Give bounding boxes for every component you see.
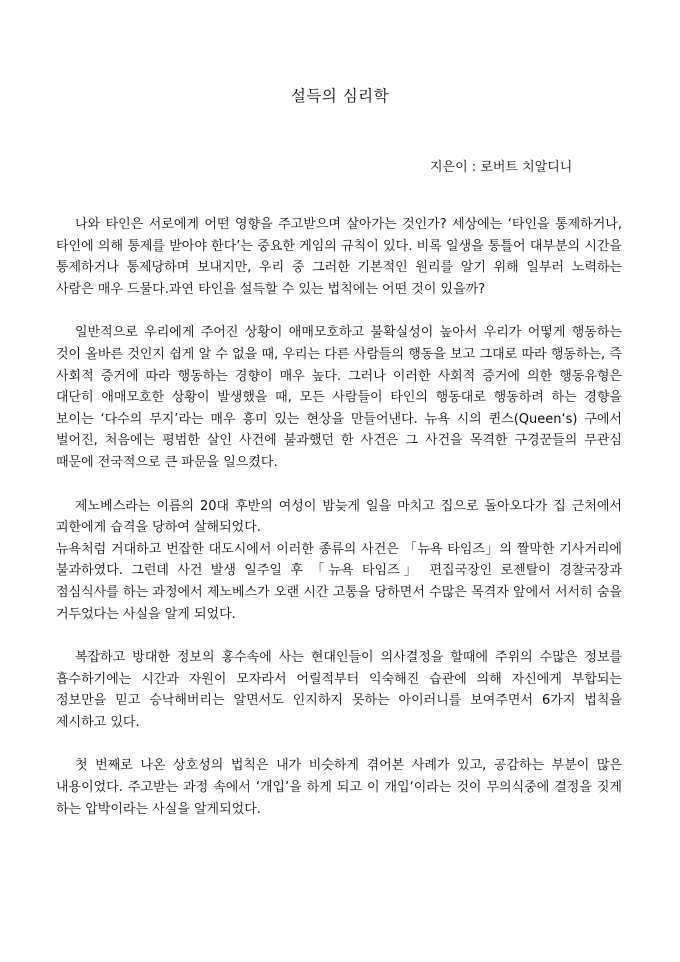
paragraph-text: 일반적으로 우리에게 주어진 상황이 애매모호하고 불확실성이 높아서 우리가 어떻게 행동하는 것이 올바른 것인지 쉽게 알 수 없을 때, 우리는 다른 사람들의 행동을 보고 그대로 따라 행동하는, 즉 사회적 증거에 따라 행동하는 경향이 매우 높다. 그러나 이러한 사회적 증거에 의한 행동유형은 대단히 애매모호한 상황이 발생했을 때, 모든 사람들이 타인의 행동대로 행동하려 하는 경향을 보이는 ‘다수의 무지’라는 매우 흥미 있는 현상을 만들어낸다. 뉴욕 시의 퀸스(Queen‘s) 구에서 벌어진, 처음에는 평범한 살인 사건에 불과했던 한 사건은 그 사건을 목격한 구경꾼들의 무관심 때문에 전국적으로 큰 파문을 일으켰다. [56, 325, 622, 470]
document-body [56, 214, 622, 842]
paragraph-text: 복잡하고 방대한 정보의 홍수속에 사는 현대인들이 의사결정을 할때에 주위의 수많은 정보를 흡수하기에는 시간과 자원이 모자라서 어릴적부터 익숙해진 습관에 의해 자신에게 부합되는 정보만을 믿고 승낙해버리는 알면서도 인지하지 못하는 아이러니를 보여주면서 6가지 법칙을 제시하고 있다. [56, 650, 622, 730]
author-line: 지은이 : 로버트 치알디니 [430, 160, 573, 175]
paragraph-social-proof [56, 322, 622, 473]
paragraph-text: 나와 타인은 서로에게 어떤 영향을 주고받으며 살아가는 것인가? 세상에는 ‘타인을 통제하거나, 타인에 의해 통제를 받아야 한다’는 중요한 게임의 규칙이 있다. 비록 일생을 통틀어 대부분의 시간을 통제하거나 통제당하며 보내지만, 우리 중 그러한 기본적인 원리를 알기 위해 일부러 노력하는 사람은 매우 드물다.과연 타인을 설득할 수 있는 법칙에는 어떤 것이 있을까? [56, 217, 622, 297]
paragraph-reciprocity [56, 755, 622, 820]
paragraph-text: 첫 번째로 나온 상호성의 법칙은 내가 비슷하게 겪어본 사례가 있고, 공감하는 부분이 많은 내용이었다. 주고받는 과정 속에서 ‘개입’을 하게 되고 이 개입‘이라는 것이 무의식중에 결정을 짓게 하는 압박이라는 사실을 알게되었다. [56, 758, 622, 817]
paragraph-information-flood [56, 647, 622, 733]
paragraph-text: 제노베스라는 이름의 20대 후반의 여성이 밤늦게 일을 마치고 집으로 돌아오다가 집 근처에서 괴한에게 습격을 당하여 살해되었다. [56, 498, 622, 536]
document-title: 설득의 심리학 [290, 87, 390, 105]
paragraph-text-continued: 뉴욕처럼 거대하고 번잡한 대도시에서 이러한 종류의 사건은 「뉴욕 타임즈」의 짤막한 기사거리에 불과하였다. 그런데 사건 발생 일주일 후 「뉴욕 타임즈」 편집국장인 로젠탈이 경찰국장과 점심식사를 하는 과정에서 제노베스가 오랜 시간 고통을 당하면서 수많은 목격자 앞에서 서서히 숨을 거두었다는 사실을 알게 되었다. [56, 541, 622, 622]
paragraph-genovese [56, 496, 622, 626]
paragraph-intro [56, 214, 622, 300]
